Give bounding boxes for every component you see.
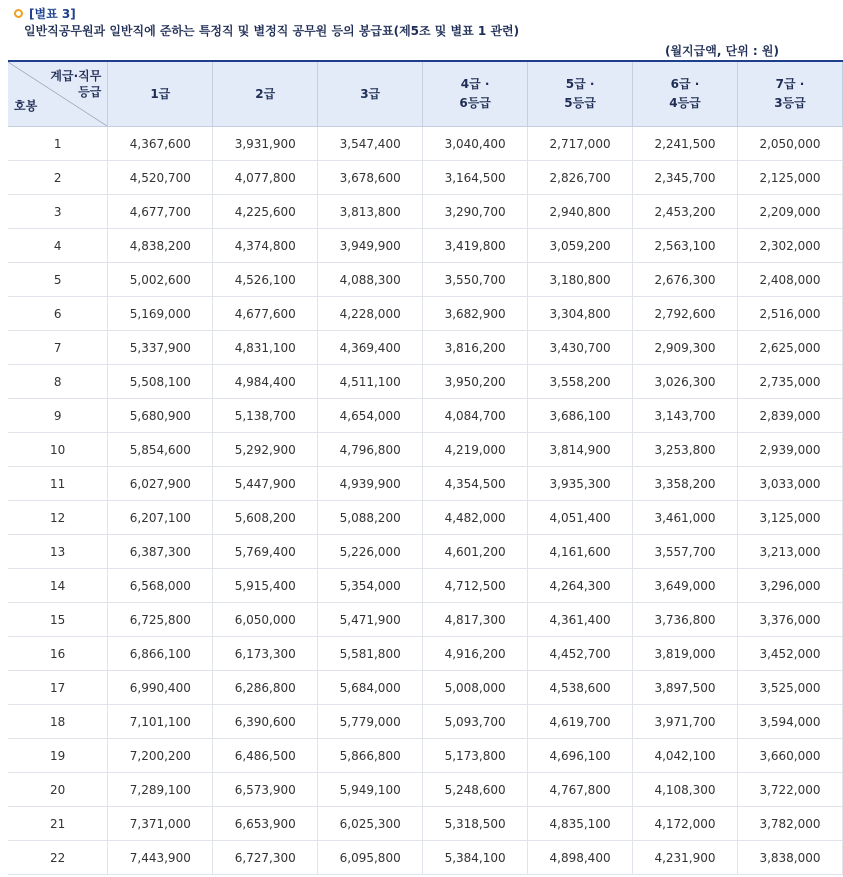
table-header-row: [8, 61, 843, 127]
salary-cell: 5,248,600: [423, 773, 528, 807]
salary-cell: 6,573,900: [213, 773, 318, 807]
table-row: [8, 399, 843, 433]
step-cell: 11: [8, 467, 108, 501]
step-cell: 9: [8, 399, 108, 433]
salary-cell: 3,950,200: [423, 365, 528, 399]
salary-cell: 4,042,100: [633, 739, 738, 773]
table-row: [8, 705, 843, 739]
salary-cell: 2,826,700: [528, 161, 633, 195]
salary-cell: 6,027,900: [108, 467, 213, 501]
salary-cell: 2,241,500: [633, 127, 738, 161]
salary-cell: 2,735,000: [737, 365, 842, 399]
salary-cell: 5,508,100: [108, 365, 213, 399]
table-row: [8, 671, 843, 705]
salary-cell: 4,051,400: [528, 501, 633, 535]
step-cell: 19: [8, 739, 108, 773]
salary-cell: 5,169,000: [108, 297, 213, 331]
salary-cell: 4,838,200: [108, 229, 213, 263]
salary-cell: 3,358,200: [633, 467, 738, 501]
salary-cell: 3,660,000: [737, 739, 842, 773]
salary-cell: 4,264,300: [528, 569, 633, 603]
table-row: [8, 263, 843, 297]
salary-cell: 3,558,200: [528, 365, 633, 399]
salary-cell: 3,550,700: [423, 263, 528, 297]
table-title: 일반직공무원과 일반직에 준하는 특정직 및 별정직 공무원 등의 봉급표(제5조 및 별표 1 관련): [24, 24, 520, 38]
salary-cell: 5,088,200: [318, 501, 423, 535]
table-row: [8, 603, 843, 637]
circle-icon: [14, 9, 23, 18]
salary-cell: 5,680,900: [108, 399, 213, 433]
salary-cell: 7,443,900: [108, 841, 213, 875]
column-header-line1: 6급 ·: [670, 77, 700, 91]
salary-cell: 6,653,900: [213, 807, 318, 841]
salary-cell: 3,736,800: [633, 603, 738, 637]
salary-cell: 3,682,900: [423, 297, 528, 331]
corner-bottom-label: 호봉: [14, 99, 38, 113]
salary-cell: 6,387,300: [108, 535, 213, 569]
salary-cell: 3,125,000: [737, 501, 842, 535]
unit-note: (월지급액, 단위 : 원): [664, 44, 779, 58]
salary-cell: 5,684,000: [318, 671, 423, 705]
salary-cell: 4,088,300: [318, 263, 423, 297]
salary-cell: 5,093,700: [423, 705, 528, 739]
salary-cell: 2,839,000: [737, 399, 842, 433]
salary-cell: 3,419,800: [423, 229, 528, 263]
salary-cell: 3,430,700: [528, 331, 633, 365]
salary-cell: 4,601,200: [423, 535, 528, 569]
table-row: [8, 229, 843, 263]
step-cell: 10: [8, 433, 108, 467]
salary-cell: 4,452,700: [528, 637, 633, 671]
column-header-line1: 7급 ·: [775, 77, 805, 91]
salary-cell: 3,557,700: [633, 535, 738, 569]
salary-cell: 4,219,000: [423, 433, 528, 467]
table-row: [8, 433, 843, 467]
salary-cell: 5,769,400: [213, 535, 318, 569]
column-header-line1: 2급: [255, 86, 276, 101]
salary-cell: 2,453,200: [633, 195, 738, 229]
step-cell: 16: [8, 637, 108, 671]
salary-cell: 3,452,000: [737, 637, 842, 671]
salary-cell: 4,369,400: [318, 331, 423, 365]
salary-cell: 4,354,500: [423, 467, 528, 501]
salary-cell: 4,077,800: [213, 161, 318, 195]
salary-cell: 3,290,700: [423, 195, 528, 229]
salary-cell: 3,026,300: [633, 365, 738, 399]
salary-cell: 3,722,000: [737, 773, 842, 807]
salary-cell: 4,161,600: [528, 535, 633, 569]
salary-cell: 4,796,800: [318, 433, 423, 467]
salary-cell: 5,471,900: [318, 603, 423, 637]
salary-cell: 7,289,100: [108, 773, 213, 807]
salary-cell: 5,854,600: [108, 433, 213, 467]
table-row: [8, 297, 843, 331]
salary-cell: 4,916,200: [423, 637, 528, 671]
salary-cell: 3,213,000: [737, 535, 842, 569]
step-cell: 22: [8, 841, 108, 875]
salary-cell: 6,025,300: [318, 807, 423, 841]
salary-cell: 6,050,000: [213, 603, 318, 637]
column-header-line1: 4급 ·: [460, 77, 490, 91]
salary-cell: 3,931,900: [213, 127, 318, 161]
salary-cell: 5,581,800: [318, 637, 423, 671]
column-header-line2: 5등급: [564, 96, 596, 110]
salary-cell: 7,101,100: [108, 705, 213, 739]
table-row: [8, 331, 843, 365]
table-row: [8, 467, 843, 501]
salary-cell: 3,376,000: [737, 603, 842, 637]
salary-cell: 6,207,100: [108, 501, 213, 535]
column-header-line2: 3등급: [774, 96, 806, 110]
salary-cell: 3,897,500: [633, 671, 738, 705]
table-row: [8, 127, 843, 161]
salary-cell: 6,486,500: [213, 739, 318, 773]
salary-cell: 3,033,000: [737, 467, 842, 501]
salary-cell: 6,727,300: [213, 841, 318, 875]
salary-cell: 3,059,200: [528, 229, 633, 263]
salary-cell: 2,909,300: [633, 331, 738, 365]
salary-cell: 6,725,800: [108, 603, 213, 637]
salary-cell: 4,231,900: [633, 841, 738, 875]
table-row: [8, 841, 843, 875]
salary-cell: 4,677,700: [108, 195, 213, 229]
salary-cell: 5,866,800: [318, 739, 423, 773]
column-header-line2: 6등급: [459, 96, 491, 110]
salary-cell: 5,447,900: [213, 467, 318, 501]
salary-cell: 4,619,700: [528, 705, 633, 739]
salary-cell: 5,008,000: [423, 671, 528, 705]
table-row: [8, 807, 843, 841]
salary-cell: 3,296,000: [737, 569, 842, 603]
corner-top-label: 계급·직무: [50, 69, 102, 83]
salary-cell: 3,547,400: [318, 127, 423, 161]
annex-label: [별표 3]: [29, 6, 76, 21]
salary-cell: 6,095,800: [318, 841, 423, 875]
salary-cell: 4,367,600: [108, 127, 213, 161]
step-cell: 7: [8, 331, 108, 365]
salary-cell: 2,209,000: [737, 195, 842, 229]
column-header-line1: 5급 ·: [565, 77, 595, 91]
salary-cell: 3,949,900: [318, 229, 423, 263]
salary-cell: 4,767,800: [528, 773, 633, 807]
salary-cell: 2,625,000: [737, 331, 842, 365]
table-row: [8, 739, 843, 773]
step-cell: 12: [8, 501, 108, 535]
salary-cell: 2,125,000: [737, 161, 842, 195]
column-header-grade: [108, 61, 213, 127]
salary-cell: 2,792,600: [633, 297, 738, 331]
salary-cell: 3,594,000: [737, 705, 842, 739]
table-row: [8, 195, 843, 229]
table-row: [8, 569, 843, 603]
salary-cell: 3,971,700: [633, 705, 738, 739]
step-cell: 17: [8, 671, 108, 705]
column-header-line1: 3급: [360, 86, 381, 101]
salary-cell: 3,838,000: [737, 841, 842, 875]
salary-cell: 5,173,800: [423, 739, 528, 773]
step-cell: 1: [8, 127, 108, 161]
salary-cell: 5,226,000: [318, 535, 423, 569]
salary-cell: 5,337,900: [108, 331, 213, 365]
salary-cell: 5,779,000: [318, 705, 423, 739]
column-header-line2: 4등급: [669, 96, 701, 110]
salary-cell: 3,819,000: [633, 637, 738, 671]
salary-cell: 5,138,700: [213, 399, 318, 433]
column-header-line1: 1급: [150, 86, 171, 101]
salary-cell: 4,108,300: [633, 773, 738, 807]
salary-cell: 3,814,900: [528, 433, 633, 467]
salary-cell: 2,345,700: [633, 161, 738, 195]
column-header-grade: [528, 61, 633, 127]
step-cell: 4: [8, 229, 108, 263]
salary-cell: 2,563,100: [633, 229, 738, 263]
salary-cell: 3,782,000: [737, 807, 842, 841]
table-row: [8, 161, 843, 195]
salary-cell: 4,374,800: [213, 229, 318, 263]
table-row: [8, 365, 843, 399]
salary-cell: 4,677,600: [213, 297, 318, 331]
salary-cell: 6,866,100: [108, 637, 213, 671]
salary-cell: 4,225,600: [213, 195, 318, 229]
salary-cell: 4,831,100: [213, 331, 318, 365]
salary-cell: 4,482,000: [423, 501, 528, 535]
salary-cell: 3,164,500: [423, 161, 528, 195]
salary-cell: 3,180,800: [528, 263, 633, 297]
step-cell: 18: [8, 705, 108, 739]
salary-cell: 2,676,300: [633, 263, 738, 297]
salary-cell: 4,939,900: [318, 467, 423, 501]
column-header-grade: [737, 61, 842, 127]
salary-cell: 3,525,000: [737, 671, 842, 705]
salary-cell: 3,304,800: [528, 297, 633, 331]
salary-cell: 4,511,100: [318, 365, 423, 399]
salary-cell: 3,816,200: [423, 331, 528, 365]
column-header-grade: [423, 61, 528, 127]
salary-cell: 3,813,800: [318, 195, 423, 229]
salary-cell: 3,649,000: [633, 569, 738, 603]
salary-cell: 6,390,600: [213, 705, 318, 739]
salary-cell: 6,990,400: [108, 671, 213, 705]
salary-cell: 5,002,600: [108, 263, 213, 297]
salary-cell: 5,949,100: [318, 773, 423, 807]
salary-cell: 4,984,400: [213, 365, 318, 399]
salary-cell: 4,654,000: [318, 399, 423, 433]
salary-cell: 5,384,100: [423, 841, 528, 875]
salary-cell: 3,686,100: [528, 399, 633, 433]
salary-cell: 2,408,000: [737, 263, 842, 297]
salary-cell: 4,835,100: [528, 807, 633, 841]
table-body: [8, 127, 843, 875]
salary-cell: 5,354,000: [318, 569, 423, 603]
table-row: [8, 501, 843, 535]
salary-cell: 3,253,800: [633, 433, 738, 467]
step-cell: 6: [8, 297, 108, 331]
salary-cell: 3,461,000: [633, 501, 738, 535]
table-row: [8, 637, 843, 671]
column-header-grade: [213, 61, 318, 127]
step-cell: 2: [8, 161, 108, 195]
step-cell: 5: [8, 263, 108, 297]
salary-cell: 4,696,100: [528, 739, 633, 773]
salary-cell: 4,084,700: [423, 399, 528, 433]
salary-table-container[interactable]: [8, 60, 821, 877]
salary-cell: 4,817,300: [423, 603, 528, 637]
step-cell: 3: [8, 195, 108, 229]
step-cell: 15: [8, 603, 108, 637]
salary-cell: 4,538,600: [528, 671, 633, 705]
salary-cell: 3,678,600: [318, 161, 423, 195]
table-caption: [14, 4, 787, 22]
salary-cell: 6,173,300: [213, 637, 318, 671]
salary-cell: 5,318,500: [423, 807, 528, 841]
salary-cell: 7,371,000: [108, 807, 213, 841]
table-row: [8, 535, 843, 569]
salary-cell: 4,526,100: [213, 263, 318, 297]
table-row: [8, 773, 843, 807]
salary-cell: 4,361,400: [528, 603, 633, 637]
step-cell: 14: [8, 569, 108, 603]
salary-cell: 6,568,000: [108, 569, 213, 603]
salary-cell: 4,898,400: [528, 841, 633, 875]
step-cell: 8: [8, 365, 108, 399]
salary-cell: 4,520,700: [108, 161, 213, 195]
salary-cell: 5,608,200: [213, 501, 318, 535]
salary-cell: 3,935,300: [528, 467, 633, 501]
salary-cell: 7,200,200: [108, 739, 213, 773]
corner-header-cell: [8, 61, 108, 127]
salary-table: [8, 60, 843, 875]
salary-cell: 3,143,700: [633, 399, 738, 433]
salary-cell: 5,292,900: [213, 433, 318, 467]
salary-cell: 2,050,000: [737, 127, 842, 161]
salary-cell: 2,940,800: [528, 195, 633, 229]
salary-cell: 3,040,400: [423, 127, 528, 161]
salary-cell: 2,717,000: [528, 127, 633, 161]
corner-top-label-2: 등급: [78, 85, 102, 99]
step-cell: 20: [8, 773, 108, 807]
salary-cell: 2,939,000: [737, 433, 842, 467]
salary-cell: 2,516,000: [737, 297, 842, 331]
column-header-grade: [633, 61, 738, 127]
step-cell: 13: [8, 535, 108, 569]
column-header-grade: [318, 61, 423, 127]
salary-cell: 4,712,500: [423, 569, 528, 603]
salary-cell: 5,915,400: [213, 569, 318, 603]
salary-cell: 4,172,000: [633, 807, 738, 841]
salary-cell: 4,228,000: [318, 297, 423, 331]
step-cell: 21: [8, 807, 108, 841]
salary-cell: 2,302,000: [737, 229, 842, 263]
salary-cell: 6,286,800: [213, 671, 318, 705]
